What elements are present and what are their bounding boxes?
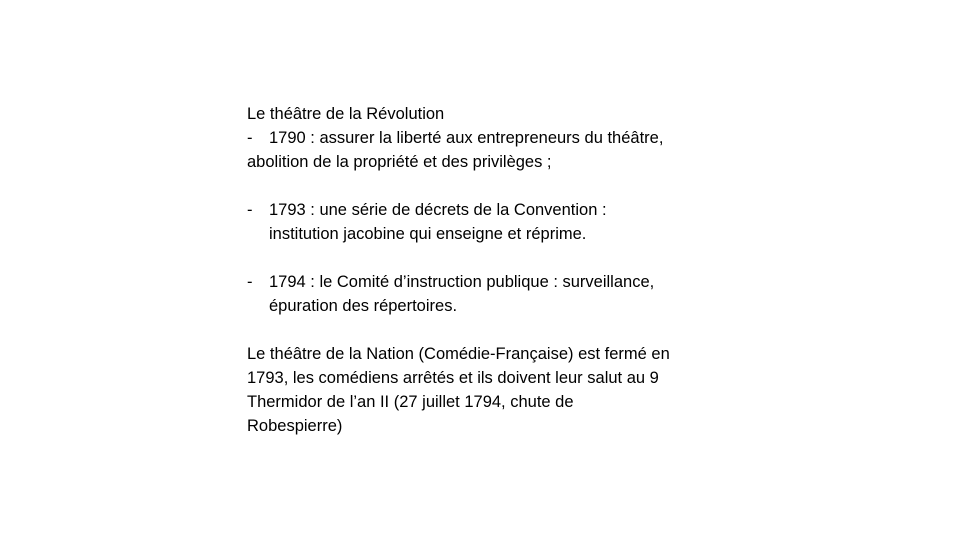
bullet-1794-line-1: 1794 : le Comité d’instruction publique : surveillance, — [269, 273, 655, 291]
bullet-1794-line-2: épuration des répertoires. — [269, 297, 458, 315]
bullet-dash: - — [247, 129, 253, 147]
bullet-1790-line-1: 1790 : assurer la liberté aux entrepreneurs du théâtre, — [269, 129, 664, 147]
bullet-1793-line-2: institution jacobine qui enseigne et réprime. — [269, 225, 587, 243]
bullet-1793 — [247, 198, 767, 246]
closing-line-1: Le théâtre de la Nation (Comédie-Française) est fermé en — [247, 345, 670, 363]
slide-content — [247, 102, 767, 438]
bullet-1790-continuation: abolition de la propriété et des privilèges ; — [247, 153, 552, 171]
bullet-dash: - — [247, 273, 253, 291]
slide-title: Le théâtre de la Révolution — [247, 105, 445, 123]
bullet-dash: - — [247, 201, 253, 219]
bullet-1790 — [247, 126, 767, 150]
closing-paragraph — [247, 342, 767, 438]
closing-line-4: Robespierre) — [247, 417, 343, 435]
spacer — [247, 246, 767, 270]
closing-line-3: Thermidor de l’an II (27 juillet 1794, chute de — [247, 393, 574, 411]
spacer — [247, 318, 767, 342]
bullet-1794 — [247, 270, 767, 318]
bullet-1793-line-1: 1793 : une série de décrets de la Convention : — [269, 201, 607, 219]
spacer — [247, 174, 767, 198]
closing-line-2: 1793, les comédiens arrêtés et ils doivent leur salut au 9 — [247, 369, 659, 387]
